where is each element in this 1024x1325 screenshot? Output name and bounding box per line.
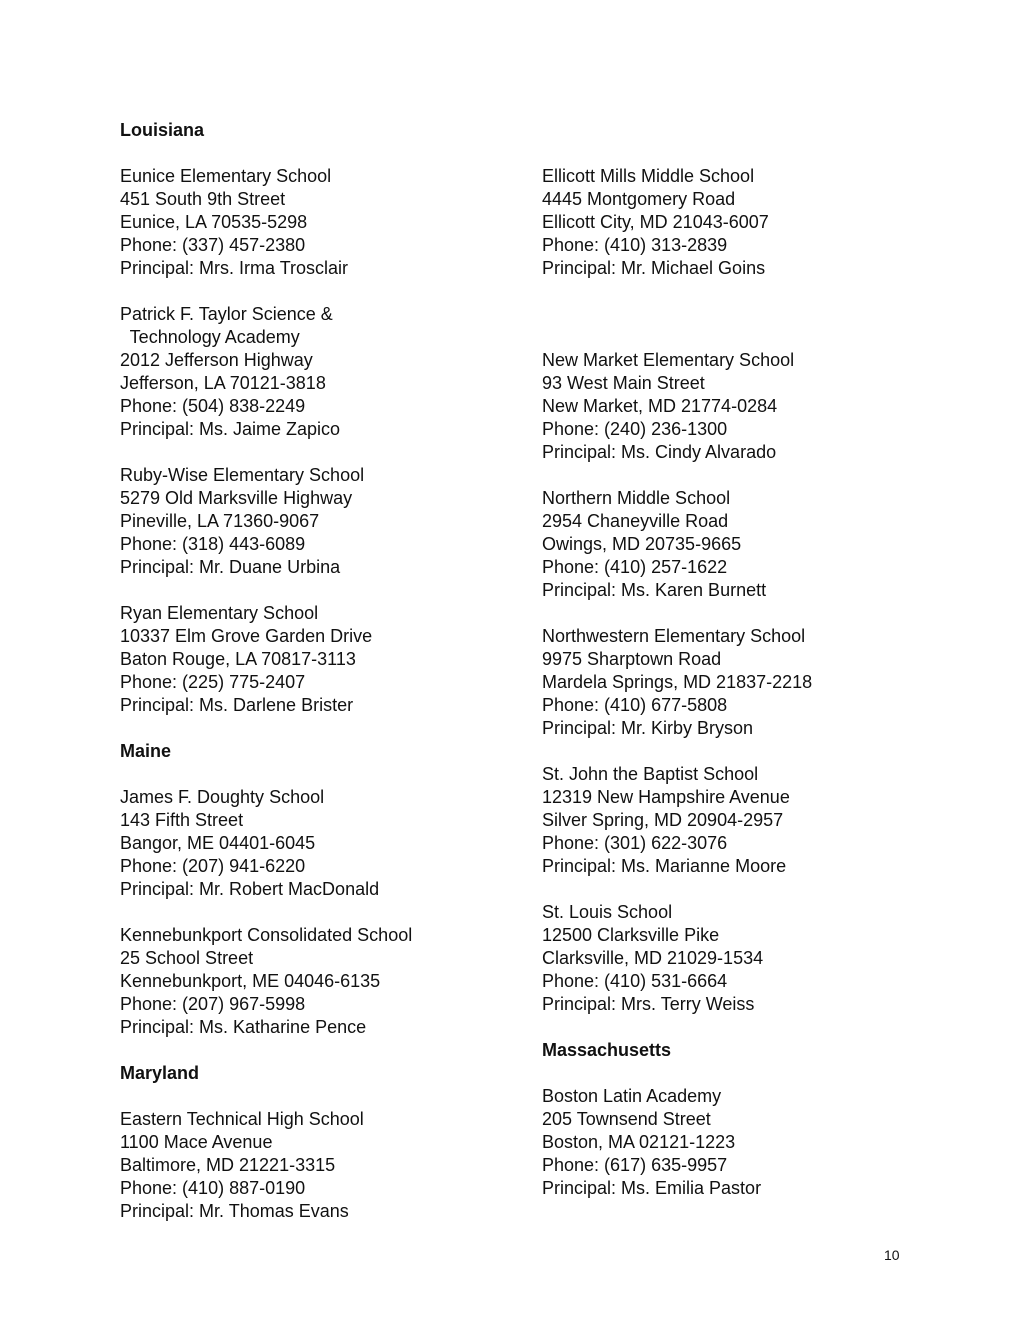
school-entry-eastern-technical: Eastern Technical High School 1100 Mace Avenue Baltimore, MD 21221-3315 Phone: (410) 887-0190 Principal: Mr. Thomas Evans	[120, 1109, 364, 1221]
page-number: 10	[884, 1247, 900, 1263]
school-entry-eunice: Eunice Elementary School 451 South 9th Street Eunice, LA 70535-5298 Phone: (337) 457-2380 Principal: Mrs. Irma Trosclair	[120, 166, 349, 278]
school-entry-doughty: James F. Doughty School 143 Fifth Street Bangor, ME 04401-6045 Phone: (207) 941-6220 Principal: Mr. Robert MacDonald	[120, 787, 380, 899]
school-entry-new-market: New Market Elementary School 93 West Main Street New Market, MD 21774-0284 Phone: (240) 236-1300 Principal: Ms. Cindy Alvarado	[542, 350, 795, 462]
school-entry-ruby-wise: Ruby-Wise Elementary School 5279 Old Marksville Highway Pineville, LA 71360-9067 Phone: (318) 443-6089 Principal: Mr. Duane Urbina	[120, 465, 365, 577]
state-heading-maryland: Maryland	[120, 1063, 200, 1083]
school-entry-st-louis: St. Louis School 12500 Clarksville Pike Clarksville, MD 21029-1534 Phone: (410) 531-6664 Principal: Mrs. Terry Weiss	[542, 902, 764, 1014]
school-entry-st-john: St. John the Baptist School 12319 New Hampshire Avenue Silver Spring, MD 20904-2957 Phone: (301) 622-3076 Principal: Ms. Marianne Moore	[542, 764, 790, 876]
school-entry-northwestern: Northwestern Elementary School 9975 Sharptown Road Mardela Springs, MD 21837-2218 Phone: (410) 677-5808 Principal: Mr. Kirby Bryson	[542, 626, 813, 738]
school-entry-ryan: Ryan Elementary School 10337 Elm Grove Garden Drive Baton Rouge, LA 70817-3113 Phone: (225) 775-2407 Principal: Ms. Darlene Brister	[120, 603, 373, 715]
school-entry-kennebunkport: Kennebunkport Consolidated School 25 School Street Kennebunkport, ME 04046-6135 Phone: (207) 967-5998 Principal: Ms. Katharine Pence	[120, 925, 413, 1037]
school-entry-taylor: Patrick F. Taylor Science & Technology Academy 2012 Jefferson Highway Jefferson, LA 70121-3818 Phone: (504) 838-2249 Principal: Ms. Jaime Zapico	[120, 304, 341, 439]
school-entry-boston-latin: Boston Latin Academy 205 Townsend Street Boston, MA 02121-1223 Phone: (617) 635-9957 Principal: Ms. Emilia Pastor	[542, 1086, 762, 1198]
right-column	[542, 119, 942, 1200]
state-heading-maine: Maine	[120, 741, 172, 761]
state-heading-louisiana: Louisiana	[120, 120, 205, 140]
school-entry-northern: Northern Middle School 2954 Chaneyville Road Owings, MD 20735-9665 Phone: (410) 257-1622 Principal: Ms. Karen Burnett	[542, 488, 767, 600]
state-heading-massachusetts: Massachusetts	[542, 1040, 672, 1060]
school-entry-ellicott-mills: Ellicott Mills Middle School 4445 Montgomery Road Ellicott City, MD 21043-6007 Phone: (410) 313-2839 Principal: Mr. Michael Goins	[542, 166, 769, 278]
left-column	[120, 119, 520, 1223]
